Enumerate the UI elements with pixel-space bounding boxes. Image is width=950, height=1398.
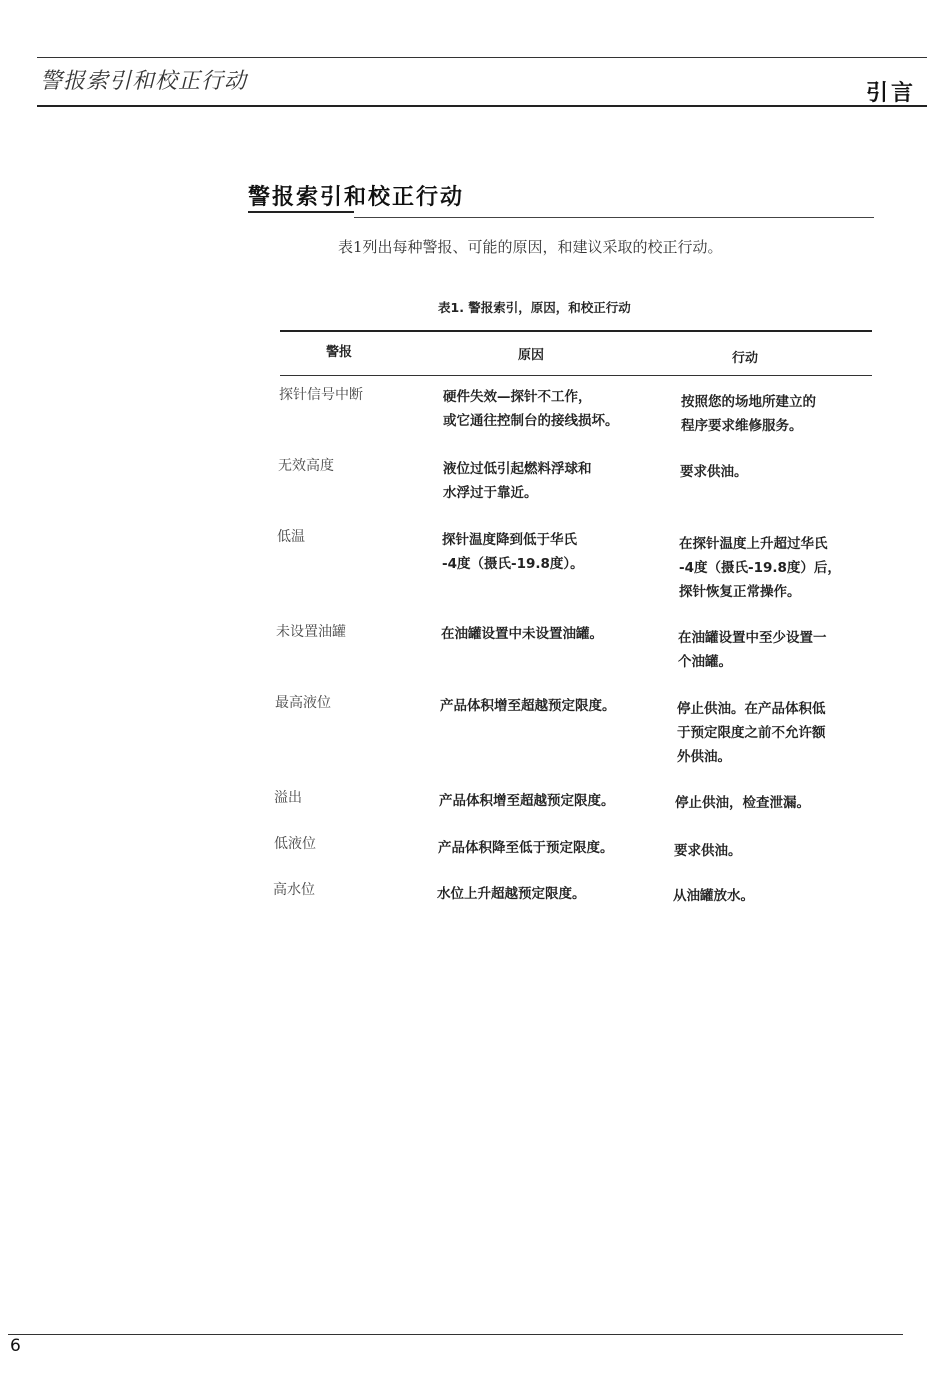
header-rule-top (37, 57, 927, 58)
action-cell: 在探针温度上升超过华氏 -4度（摄氏-19.8度）后， 探针恢复正常操作。 (679, 536, 841, 600)
alarm-cell: 未设置油罐 (276, 624, 346, 640)
alarm-cell: 低温 (277, 529, 305, 545)
cause-cell: 在油罐设置中未设置油罐。 (441, 626, 603, 642)
alarm-cell: 高水位 (273, 882, 315, 898)
alarm-cell: 探针信号中断 (279, 387, 363, 403)
cause-cell: 探针温度降到低于华氏 -4度（摄氏-19.8度）。 (442, 532, 584, 572)
table-header-rule (280, 375, 872, 376)
table-rule-top (280, 330, 872, 332)
cause-cell: 水位上升超越预定限度。 (437, 886, 586, 902)
intro-paragraph: 表1列出每种警报、可能的原因，和建议采取的校正行动。 (338, 238, 723, 256)
cause-cell: 液位过低引起燃料浮球和 水浮过于靠近。 (443, 461, 592, 501)
action-cell: 按照您的场地所建立的 程序要求维修服务。 (681, 394, 816, 434)
header-action: 行动 (732, 351, 759, 366)
running-title: 警报索引和校正行动 (40, 69, 248, 94)
header-rule-bottom (37, 105, 927, 107)
cause-cell: 产品体积增至超越预定限度。 (440, 698, 616, 714)
section-title-underline (248, 211, 354, 213)
alarm-cell: 无效高度 (278, 458, 334, 474)
action-cell: 要求供油。 (680, 464, 748, 480)
table-caption: 表1. 警报索引，原因，和校正行动 (438, 300, 631, 315)
section-label: 引言 (865, 81, 916, 106)
header-cause: 原因 (518, 348, 545, 363)
section-title: 警报索引和校正行动 (248, 185, 465, 210)
action-cell: 停止供油。在产品体积低 于预定限度之前不允许额 外供油。 (677, 701, 826, 765)
action-cell: 要求供油。 (674, 843, 742, 859)
action-cell: 从油罐放水。 (673, 888, 754, 904)
section-title-rule (354, 217, 874, 218)
footer-rule (8, 1334, 903, 1335)
cause-cell: 硬件失效—探针不工作， 或它通往控制台的接线损坏。 (443, 389, 619, 429)
page-number: 6 (10, 1336, 21, 1356)
action-cell: 在油罐设置中至少设置一 个油罐。 (678, 630, 827, 670)
alarm-cell: 低液位 (274, 836, 316, 852)
alarm-cell: 溢出 (274, 790, 302, 806)
action-cell: 停止供油，检查泄漏。 (675, 795, 810, 811)
alarm-cell: 最高液位 (275, 695, 331, 711)
cause-cell: 产品体积降至低于预定限度。 (438, 840, 614, 856)
header-alarm: 警报 (326, 345, 353, 360)
cause-cell: 产品体积增至超越预定限度。 (439, 793, 615, 809)
